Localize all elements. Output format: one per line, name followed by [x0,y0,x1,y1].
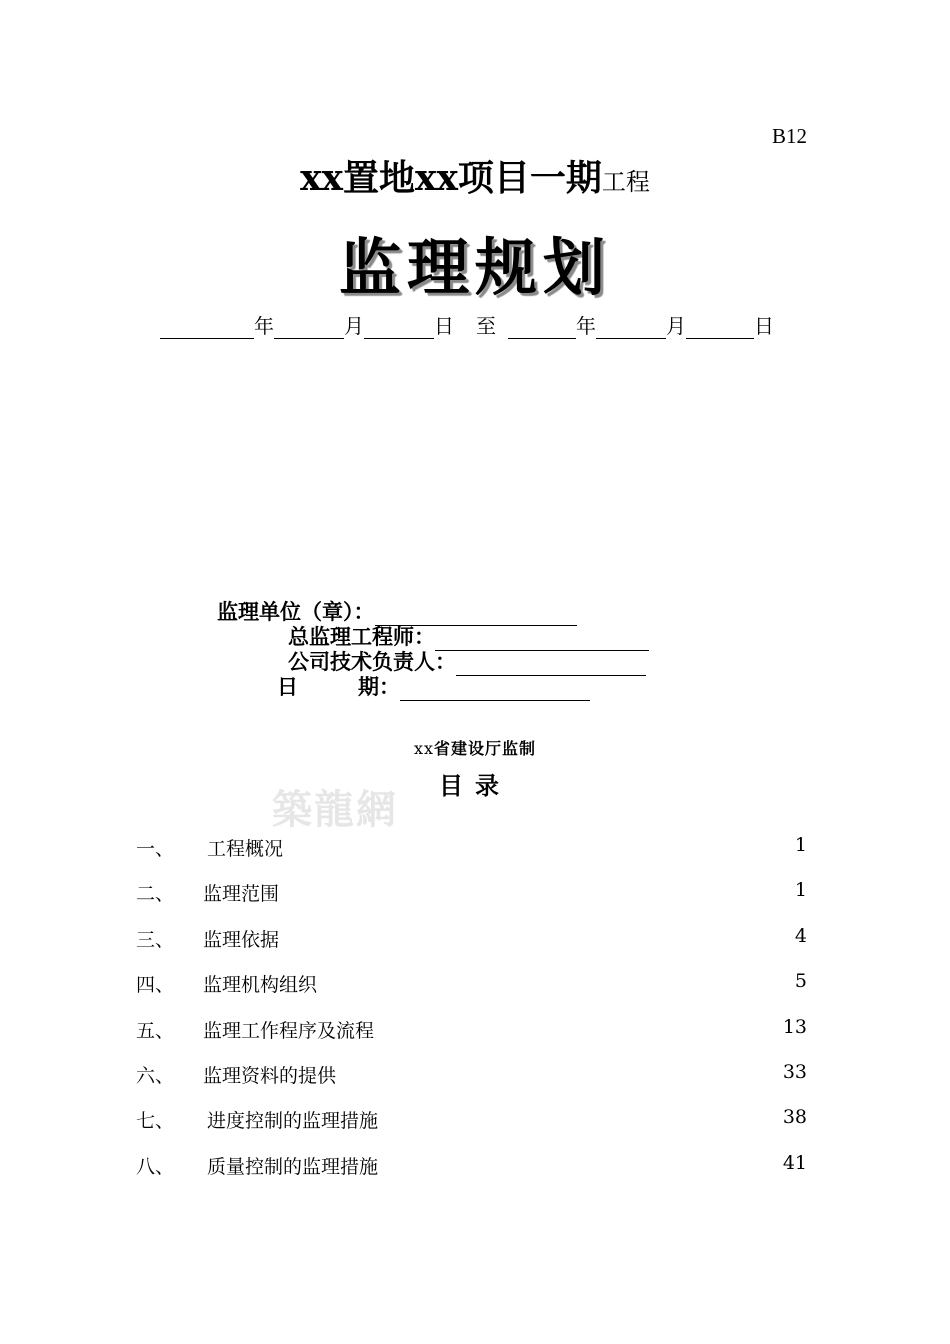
month-label-2: 月 [666,314,686,338]
toc-item[interactable] [136,1152,807,1178]
toc-item-page: 38 [782,1106,807,1128]
toc-item-page: 41 [782,1152,807,1174]
toc-item-page: 1 [794,879,807,901]
toc-item-label: 监理资料的提供 [203,1065,337,1087]
toc-item-page: 1 [794,834,807,856]
toc-item-number: 一、 [136,838,175,860]
toc-title: 目录 [439,772,511,800]
toc-item-number: 五、 [136,1020,175,1042]
toc-item-number: 六、 [136,1065,175,1087]
to-label: 至 [476,314,496,338]
document-code: B12 [771,124,807,148]
start-month-blank [274,316,344,339]
watermark-text: 築龍網 [272,786,398,833]
toc-item-page: 33 [782,1061,807,1083]
year-label-2: 年 [576,314,596,338]
toc-item-label: 监理机构组织 [203,974,318,996]
toc-item-number: 八、 [136,1156,175,1178]
toc-item-page: 13 [782,1016,807,1038]
tech-lead-label: 公司技术负责人： [288,650,456,674]
toc-item-label: 监理依据 [203,929,280,951]
toc-item[interactable] [136,970,807,996]
toc-item[interactable] [136,1061,807,1087]
month-label: 月 [344,314,364,338]
supervision-unit-label: 监理单位（章）： [217,600,375,624]
start-day-blank [364,316,434,339]
day-label-2: 日 [754,314,774,338]
end-year-blank [508,316,576,339]
end-day-blank [686,316,754,339]
toc-item-label: 监理范围 [203,883,280,905]
toc-item-label: 进度控制的监理措施 [207,1110,379,1132]
toc-item[interactable] [136,1016,807,1042]
toc-item-number: 四、 [136,974,175,996]
year-label: 年 [254,314,274,338]
start-year-blank [160,316,254,339]
sign-date-label-1: 日 [277,675,298,699]
toc-item-number: 七、 [136,1110,175,1132]
toc-item-number: 二、 [136,883,175,905]
toc-item-number: 三、 [136,929,175,951]
toc-item-page: 4 [794,925,807,947]
supervisor-text: 省建设厅监制 [434,739,537,758]
supervisor-note [0,736,950,759]
chief-engineer-label: 总监理工程师： [288,625,435,649]
document-title: 监理规划 [338,231,611,304]
toc-item[interactable] [136,925,807,951]
toc-item[interactable] [136,1106,807,1132]
end-month-blank [596,316,666,339]
project-name: xx置地xx项目一期 [300,157,602,199]
supervisor-prefix: xx [413,739,435,758]
sign-date-row [277,671,590,701]
toc-item-label: 监理工作程序及流程 [203,1020,375,1042]
toc-item[interactable] [136,834,807,860]
toc-item-label: 质量控制的监理措施 [207,1156,379,1178]
toc-item-label: 工程概况 [207,838,284,860]
project-suffix: 工程 [601,168,650,196]
toc-item-page: 5 [794,970,807,992]
toc-item[interactable] [136,879,807,905]
date-range-line [160,310,774,339]
project-title [0,150,950,201]
sign-date-blank [400,678,590,701]
day-label: 日 [434,314,454,338]
sign-date-label-2: 期： [358,675,400,699]
